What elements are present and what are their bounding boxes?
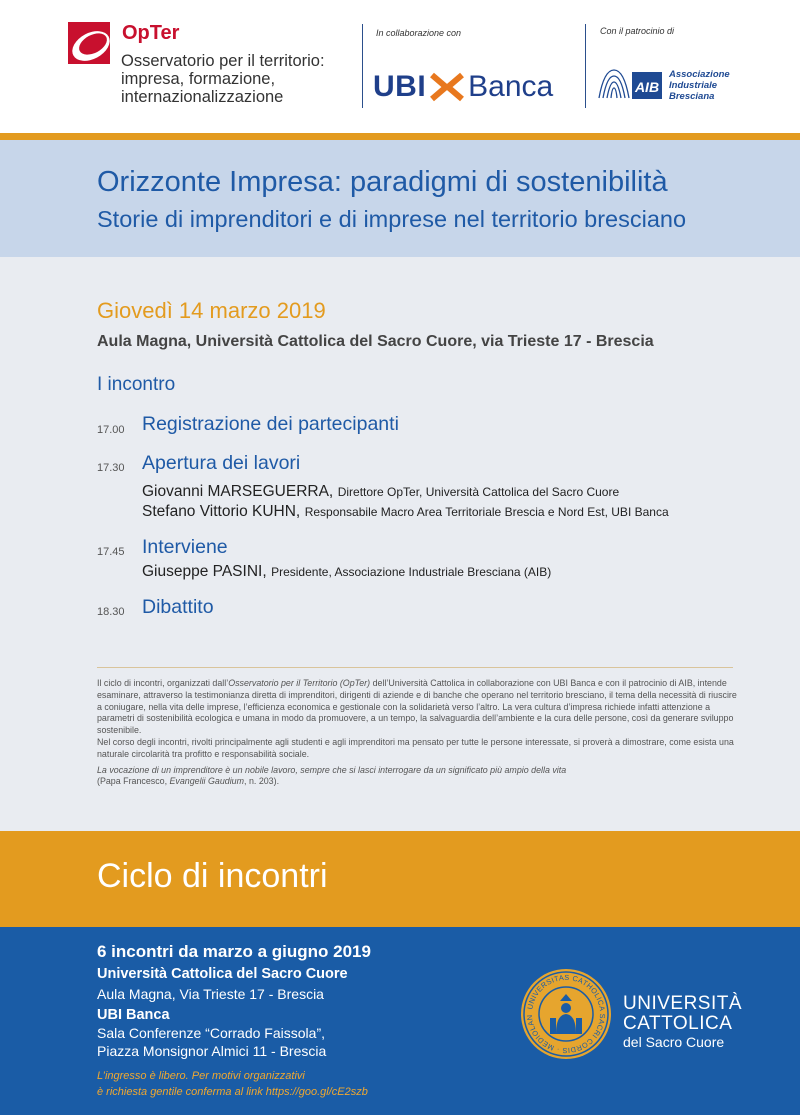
aib-name	[669, 69, 730, 102]
collab-label: In collaborazione con	[376, 28, 462, 38]
program-time: 17.00	[97, 424, 125, 436]
university-name: del Sacro Cuore	[623, 1034, 725, 1050]
registration-note: L’ingresso è libero. Per motivi organizzativi	[97, 1070, 305, 1082]
orange-rule	[0, 133, 800, 140]
speaker-role: Presidente, Associazione Industriale Bresciana (AIB)	[271, 565, 552, 579]
venue-name: Università Cattolica del Sacro Cuore	[97, 966, 348, 982]
aib-mark-text: AIB	[634, 79, 660, 95]
registration-note: è richiesta gentile conferma al link https://goo.gl/cE2szb	[97, 1086, 368, 1098]
citation-source: Evangelii Gaudium	[169, 776, 245, 787]
description-citation	[97, 776, 737, 788]
ubi-x-icon	[429, 72, 465, 102]
university-seal-icon	[520, 968, 612, 1060]
program-title: Interviene	[142, 536, 228, 558]
speaker	[142, 483, 619, 501]
opter-logo-icon	[68, 22, 114, 68]
page-title: Orizzonte Impresa: paradigmi di sostenibilità	[97, 166, 668, 198]
aib-name-line: Bresciana	[669, 91, 715, 102]
event-date: Giovedì 14 marzo 2019	[97, 298, 326, 323]
aib-name-line: Associazione	[669, 69, 730, 80]
opter-subtitle-line: impresa, formazione,	[121, 70, 276, 88]
aib-logo-icon	[596, 66, 666, 106]
program-time: 18.30	[97, 606, 125, 618]
description-paragraph	[97, 678, 737, 737]
university-name: UNIVERSITÀ	[623, 993, 743, 1014]
venue-address: Aula Magna, Via Trieste 17 - Brescia	[97, 986, 324, 1002]
program-title: Apertura dei lavori	[142, 452, 301, 474]
aib-name-line: Industriale	[669, 80, 718, 91]
venue-name: UBI Banca	[97, 1007, 170, 1023]
speaker-name: Giovanni MARSEGUERRA,	[142, 483, 334, 500]
description-emphasis: Osservatorio per il Territorio (OpTer)	[228, 678, 371, 688]
speaker	[142, 563, 551, 581]
venue-address: Piazza Monsignor Almici 11 - Brescia	[97, 1043, 327, 1059]
header-divider	[362, 24, 363, 108]
description-quote: La vocazione di un imprenditore è un nobile lavoro, sempre che si lasci interrogare da un significato più ampio della vita	[97, 764, 567, 775]
opter-subtitle	[121, 52, 325, 106]
cycle-title: Ciclo di incontri	[97, 857, 328, 895]
header	[0, 0, 800, 133]
opter-name: OpTer	[122, 22, 180, 44]
venue-address: Sala Conferenze “Corrado Faissola”,	[97, 1025, 325, 1041]
event-place: Aula Magna, Università Cattolica del Sacro Cuore, via Trieste 17 - Brescia	[97, 333, 654, 350]
seal-text: UNIVERSITAS CATHOLICA SACRI CORDIS · MEDIOLAN	[524, 972, 608, 1056]
description-paragraph: Nel corso degli incontri, rivolti principalmente agli studenti e agli imprenditori ma pensato per tutte le persone interessate, si proverà a dimostrare, come esista una naturale circolarità tra profitto e responsabilità sociale.	[97, 736, 734, 759]
citation-text: , n. 203).	[244, 776, 280, 787]
patron-label: Con il patrocinio di	[600, 26, 675, 36]
speaker-role: Direttore OpTer, Università Cattolica del Sacro Cuore	[337, 485, 620, 499]
program-time: 17.30	[97, 462, 125, 474]
university-name: CATTOLICA	[623, 1013, 733, 1034]
program-title: Dibattito	[142, 596, 214, 618]
program-time: 17.45	[97, 546, 125, 558]
ubi-logo-left: UBI	[373, 70, 427, 103]
header-divider	[585, 24, 586, 108]
citation-text: (Papa Francesco,	[97, 776, 170, 787]
cycle-summary: 6 incontri da marzo a giugno 2019	[97, 942, 371, 961]
speaker-role: Responsabile Macro Area Territoriale Brescia e Nord Est, UBI Banca	[304, 505, 669, 519]
description	[97, 678, 737, 788]
opter-subtitle-line: Osservatorio per il territorio:	[121, 52, 325, 70]
speaker-name: Giuseppe PASINI,	[142, 563, 267, 580]
ubi-banca-logo	[373, 70, 553, 104]
speaker-name: Stefano Vittorio KUHN,	[142, 503, 301, 520]
description-text: Il ciclo di incontri, organizzati dall’	[97, 678, 229, 688]
page-subtitle: Storie di imprenditori e di imprese nel territorio bresciano	[97, 206, 687, 232]
speaker	[142, 503, 669, 521]
description-text: dell’Università Cattolica in collaborazione con UBI Banca e con il patrocinio di AIB, intende esaminare, attraverso la testimonianza diretta di imprenditori, dirigenti di aziende e di banche che operano nel territorio bresciano, il tema della necessità di riuscire a coniugare, nella vita delle imprese, l’efficienza economica e gestionale con la solidarietà verso l’altro. La vera cultura d’impresa richiede infatti attenzione a parametri di sostenibilità ecologica e umana in modo da promuovere, a un tempo, la salvaguardia dell’ambiente e la cura delle persone, così da generare sviluppo sostenibile.	[97, 678, 737, 736]
description-divider	[97, 667, 733, 668]
opter-subtitle-line: internazionalizzazione	[121, 88, 284, 106]
program-title: Registrazione dei partecipanti	[142, 413, 399, 435]
session-label: I incontro	[97, 374, 176, 395]
ubi-logo-right: Banca	[468, 70, 554, 103]
